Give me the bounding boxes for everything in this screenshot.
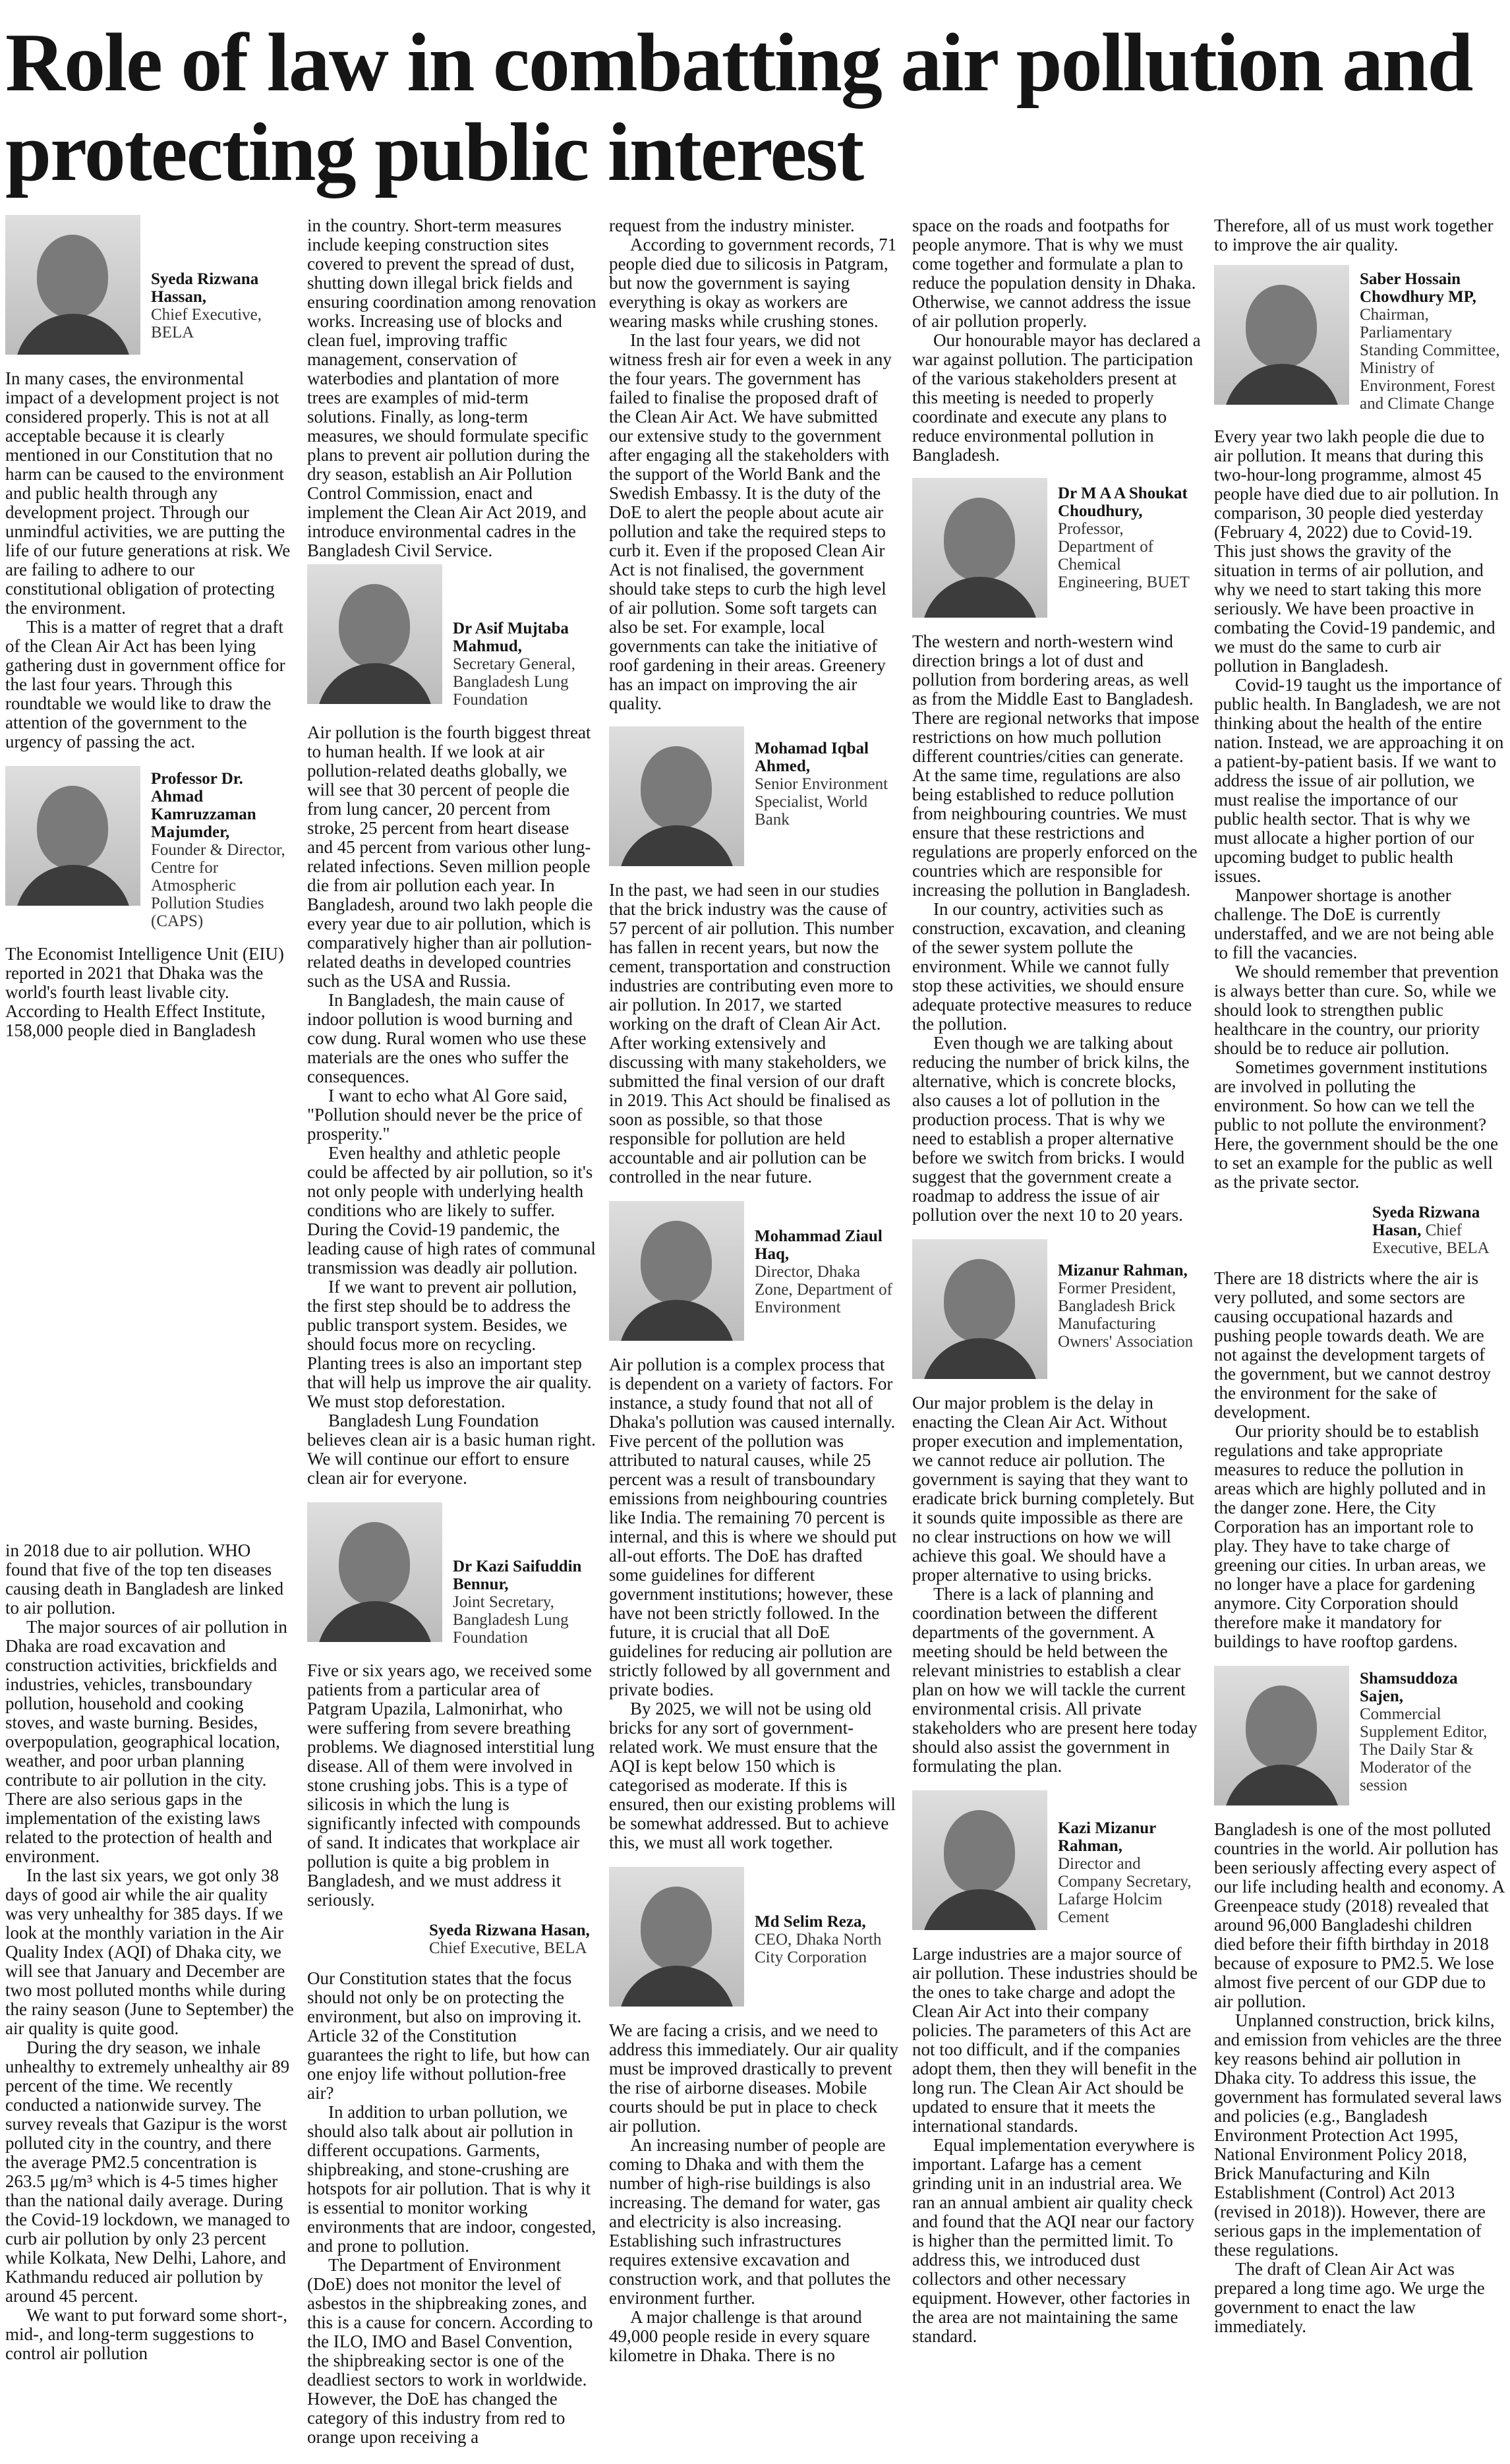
paragraph: We should remember that prevention is always better than cure. So, while we should look to strengthen public healthcare in the country, our priority should be to reduce air pollution. bbox=[1214, 962, 1499, 1058]
headline: Role of law in combatting air pollution and protecting public interest bbox=[5, 17, 1472, 198]
speaker-majumder bbox=[5, 766, 295, 930]
paragraph: Our Constitution states that the focus should not only be on protecting the environment, but also on improving it. Article 32 of the Constitution guarantees the right to life, but how can one enjoy life without pollution-free air? bbox=[307, 1968, 590, 2103]
speaker-title: Director and Company Secretary, Lafarge Holcim Cement bbox=[1058, 1855, 1192, 1926]
portrait-rizwana bbox=[5, 215, 140, 355]
portrait-sajen bbox=[1214, 1666, 1349, 1805]
speaker-name: Syeda Rizwana Hasan, bbox=[1372, 1204, 1480, 1239]
speaker-name: Md Selim Reza, bbox=[755, 1913, 866, 1931]
speaker-name: Dr M A A Shoukat Choudhury, bbox=[1058, 484, 1188, 520]
paragraph: Sometimes government institutions are involved in polluting the environment. So how can we tell the public to not pollute the environment? Here, the government should be the one to set an example for the public as well as the private sector. bbox=[1214, 1057, 1499, 1192]
portrait-mizanur bbox=[912, 1239, 1047, 1379]
speaker-title: Chairman, Parliamentary Standing Committee, Ministry of Environment, Forest and Climate Change bbox=[1360, 306, 1500, 413]
speaker-title: Professor, Department of Chemical Engineering, BUET bbox=[1058, 520, 1190, 591]
portrait-majumder bbox=[5, 766, 140, 906]
paragraph: Bangladesh Lung Foundation believes clean air is a basic human right. We will continue our effort to ensure clean air for everyone. bbox=[307, 1411, 596, 1488]
column-4 bbox=[912, 216, 1202, 2346]
speaker-title: CEO, Dhaka North City Corporation bbox=[755, 1931, 882, 1966]
paragraph: Therefore, all of us must work together to improve the air quality. bbox=[1214, 216, 1494, 254]
column-gap bbox=[5, 1040, 295, 1541]
paragraph: in 2018 due to air pollution. WHO found that five of the top ten diseases causing death in Bangladesh are linked to air pollution. bbox=[5, 1540, 284, 1618]
paragraph: There are 18 districts where the air is very polluted, and some sectors are causing occupational hazards and pushing people towards death. We are not against the development targets of the government, but we cannot destroy the environment for the sake of development. bbox=[1214, 1268, 1491, 1422]
speaker-caption bbox=[755, 1201, 899, 1341]
speaker-caption bbox=[755, 726, 899, 866]
paragraph: In our country, activities such as construction, excavation, and cleaning of the sewer system pollute the environment. While we cannot fully stop these activities, we should ensure adequate protective measures to reduce the pollution. bbox=[912, 899, 1192, 1034]
speaker-caption bbox=[1360, 265, 1504, 413]
paragraph: In many cases, the environmental impact of a development project is not considered properly. This is not at all acceptable because it is clearly mentioned in our Constitution that no harm can be caused to the environment and public health through any development project. Through our unmindful activities, we are putting the life of our future generations at risk. We are failing to adhere to our constitutional obligation of protecting the environment. bbox=[5, 368, 291, 618]
paragraph: Our priority should be to establish regulations and take appropriate measures to reduce the pollution in areas which are highly polluted and in the danger zone. Here, the City Corporation has an important role to play. They have to take charge of greening our cities. In urban areas, we no longer have a place for gardening anymore. City Corporation should therefore make it mandatory for buildings to have rooftop gardens. bbox=[1214, 1421, 1486, 1651]
paragraph: A major challenge is that around 49,000 people reside in every square kilometre in Dhaka. There is no bbox=[609, 2307, 870, 2365]
speaker-caption bbox=[453, 564, 597, 709]
speaker-title: Chief Executive, BELA bbox=[1372, 1221, 1490, 1257]
paragraph: Every year two lakh people die due to air pollution. It means that during this two-hour-long programme, almost 45 people have died due to air pollution. In comparison, 30 people died yesterday (February 4, 2022) due to Covid-19. This just shows the gravity of the situation in terms of air pollution, and why we need to start taking this more seriously. We have been proactive in combating the Covid-19 pandemic, and we must do the same to curb air pollution in Bangladesh. bbox=[1214, 426, 1499, 676]
portrait-saber bbox=[1214, 265, 1349, 405]
paragraph: We want to put forward some short-, mid-, and long-term suggestions to control air pollution bbox=[5, 2305, 287, 2363]
speaker-caption bbox=[1058, 1790, 1202, 1930]
speaker-name: Saber Hossain Chowdhury MP, bbox=[1360, 270, 1476, 306]
speaker-name: Kazi Mizanur Rahman, bbox=[1058, 1819, 1156, 1855]
speaker-shoukat bbox=[912, 478, 1202, 618]
paragraph: During the dry season, we inhale unhealthy to extremely unhealthy air 89 percent of the time. We recently conducted a nationwide survey. The survey reveals that Gazipur is the worst polluted city in the country, and there the average PM2.5 concentration is 263.5 μg/m³ which is 4-5 times higher than the national daily average. During the Covid-19 lockdown, we managed to curb air pollution by only 23 percent while Kolkata, New Delhi, Lahore, and Kathmandu reduced air pollution by around 45 percent. bbox=[5, 2038, 290, 2306]
column-1 bbox=[5, 211, 295, 2363]
speaker-title: Senior Environment Specialist, World Bank bbox=[755, 775, 888, 829]
paragraph: I want to echo what Al Gore said, "Pollution should never be the price of prosperity." bbox=[307, 1086, 583, 1144]
paragraph: Equal implementation everywhere is important. Lafarge has a cement grinding unit in an industrial area. We ran an annual ambient air quality check and found that the AQI near our factory is higher than the permitted limit. To address this, we introduced dust collectors and other necessary equipment. However, other factories in the area are not maintaining the same standard. bbox=[912, 2135, 1195, 2346]
paragraph: Five or six years ago, we received some patients from a particular area of Patgram Upazila, Lalmonirhat, who were suffering from severe breathing problems. We diagnosed interstitial lung disease. All of them were involved in stone crushing jobs. This is a type of silicosis in which the lung is significantly infected with compounds of sand. It indicates that workplace air pollution is quite a big problem in Bangladesh, and we must address it seriously. bbox=[307, 1660, 595, 1910]
paragraph: Air pollution is the fourth biggest threat to human health. If we look at air pollution-related deaths globally, we will see that 30 percent of people die from lung cancer, 20 percent from stroke, 25 percent from heart disease and 45 percent from various other lung-related infections. Seven million people die from air pollution each year. In Bangladesh, around two lakh people die every year due to air pollution, which is comparatively higher than air pollution-related deaths in developed countries such as the USA and Russia. bbox=[307, 722, 593, 991]
speaker-caption bbox=[453, 1502, 597, 1647]
paragraph: We are facing a crisis, and we need to address this immediately. Our air quality must be improved drastically to prevent the rise of airborne diseases. Mobile courts should be put in place to check air pollution. bbox=[609, 2020, 899, 2136]
speaker-name: Professor Dr. Ahmad Kamruzzaman Majumder, bbox=[151, 770, 256, 841]
speaker-name: Dr Asif Mujtaba Mahmud, bbox=[453, 620, 569, 655]
speaker-title: Commercial Supplement Editor, The Daily Star & Moderator of the session bbox=[1360, 1705, 1488, 1794]
speaker-kazimizanur bbox=[912, 1790, 1202, 1930]
portrait-iqbal bbox=[609, 726, 744, 866]
paragraph: In Bangladesh, the main cause of indoor pollution is wood burning and cow dung. Rural women who use these materials are the ones who suffer the consequences. bbox=[307, 990, 587, 1086]
column-3 bbox=[609, 216, 899, 2365]
speaker-selim bbox=[609, 1867, 899, 2007]
speaker-iqbal bbox=[609, 726, 899, 866]
paragraph: The western and north-western wind direction brings a lot of dust and pollution from bordering areas, as well as from the Middle East to Bangladesh. There are regional networks that impose restrictions on how much pollution different countries/cities can generate. At the same time, regulations are also being established to reduce pollution from neighbouring countries. We must ensure that these restrictions and regulations are properly enforced on the countries which are responsible for increasing the pollution in Bangladesh. bbox=[912, 631, 1200, 900]
speaker-caption bbox=[1360, 1666, 1504, 1805]
column-5 bbox=[1214, 216, 1504, 2336]
paragraph: An increasing number of people are coming to Dhaka and with them the number of high-rise buildings is also increasing. The demand for water, gas and electricity is also increasing. Establishing such infrastructures requires extensive excavation and construction work, and that pollutes the environment further. bbox=[609, 2135, 891, 2308]
paragraph: Covid-19 taught us the importance of public health. In Bangladesh, we are not thinking about the health of the entire nation. Instead, we are approaching it on a patient-by-patient basis. If we want to address the issue of air pollution, we must realise the importance of our public health sector. That is why we must allocate a higher portion of our upcoming budget to public health issues. bbox=[1214, 675, 1504, 886]
paragraph: in the country. Short-term measures include keeping construction sites covered to prevent the spread of dust, shutting down illegal brick fields and ensuring coordination among renovation works. Increasing use of blocks and clean fuel, improving traffic management, conservation of waterbodies and plantation of more trees are examples of mid-term solutions. Finally, as long-term measures, we should formulate specific plans to prevent air pollution during the dry season, establish an Air Pollution Control Commission, enact and implement the Clean Air Act 2019, and introduce environmental cadres in the Bangladesh Civil Service. bbox=[307, 216, 596, 560]
paragraph: In the last six years, we got only 38 days of good air while the air quality was very unhealthy for 385 days. If we look at the monthly variation in the Air Quality Index (AQI) of Dhaka city, we will see that January and December are two most polluted months while during the rainy season (June to September) the air quality is quite good. bbox=[5, 1865, 294, 2038]
paragraph: The draft of Clean Air Act was prepared a long time ago. We urge the government to enact the law immediately. bbox=[1214, 2259, 1485, 2336]
speaker-title: Secretary General, Bangladesh Lung Foundation bbox=[453, 655, 575, 709]
speaker-caption bbox=[151, 215, 295, 355]
speaker-title: Joint Secretary, Bangladesh Lung Foundation bbox=[453, 1593, 569, 1647]
paragraph: This is a matter of regret that a draft of the Clean Air Act has been lying gathering dust in government office for the last four years. Through this roundtable we would like to draw the attention of the government to the urgency of passing the act. bbox=[5, 617, 285, 751]
speaker-mizanur bbox=[912, 1239, 1202, 1379]
speaker-asif bbox=[307, 564, 597, 709]
speaker-sajen bbox=[1214, 1666, 1504, 1805]
paragraph: Even healthy and athletic people could be affected by air pollution, so it's not only people with underlying health conditions who are likely to suffer. During the Covid-19 pandemic, the leading cause of high rates of communal transmission was deadly air pollution. bbox=[307, 1143, 596, 1277]
speaker-name: Shamsuddoza Sajen, bbox=[1360, 1670, 1458, 1705]
speaker-name: Mohamad Iqbal Ahmed, bbox=[755, 740, 869, 775]
paragraph: Bangladesh is one of the most polluted countries in the world. Air pollution has been seriously affecting every aspect of our life including health and economy. A Greenpeace study (2018) revealed that around 96,000 Bangladeshi children died before their fifth birthday in 2018 because of exposure to PM2.5. We lose almost five percent of our GDP due to air pollution. bbox=[1214, 1819, 1504, 2011]
paragraph: There is a lack of planning and coordination between the different departments of the government. A meeting should be held between the relevant ministries to establish a clear plan on how we will tackle the current environmental crisis. All private stakeholders who are present here today should also assist the government in formulating the plan. bbox=[912, 1584, 1198, 1776]
speaker-rizwana bbox=[5, 215, 295, 355]
column-2 bbox=[307, 216, 597, 2447]
speaker-name: Dr Kazi Saifuddin Bennur, bbox=[453, 1558, 582, 1593]
paragraph: In addition to urban pollution, we should also talk about air pollution in different occupations. Garments, shipbreaking, and stone-crushing are hotspots for air pollution. That is why it is essential to monitor working environments that are indoor, congested, and prone to pollution. bbox=[307, 2102, 596, 2256]
speaker-name: Mohammad Ziaul Haq, bbox=[755, 1227, 883, 1263]
speaker-caption bbox=[1058, 1239, 1202, 1379]
speaker-name: Syeda Rizwana Hassan, bbox=[151, 270, 259, 306]
speaker-saber bbox=[1214, 265, 1504, 413]
paragraph: Manpower shortage is another challenge. The DoE is currently understaffed, and we are not being able to fill the vacancies. bbox=[1214, 885, 1494, 962]
signature-rizwana bbox=[1372, 1204, 1504, 1257]
portrait-bennur bbox=[307, 1502, 442, 1642]
speaker-caption bbox=[1058, 478, 1202, 618]
speaker-ziaul bbox=[609, 1201, 899, 1341]
signature-rizwana bbox=[429, 1921, 597, 1957]
paragraph: Air pollution is a complex process that is dependent on a variety of factors. For instance, a study found that not all of Dhaka's pollution was caused internally. Five percent of the pollution was attributed to natural causes, while 25 percent was a result of transboundary emissions from neighbouring countries like India. The remaining 70 percent is internal, and this is where we should put all-out efforts. The DoE has drafted some guidelines for different government institutions; however, these have not been strictly followed. In the future, it is crucial that all DoE guidelines for reducing air pollution are strictly followed by all government and private bodies. bbox=[609, 1355, 897, 1699]
speaker-title: Director, Dhaka Zone, Department of Environment bbox=[755, 1263, 892, 1316]
paragraph: space on the roads and footpaths for people anymore. That is why we must come together and formulate a plan to reduce the population density in Dhaka. Otherwise, we cannot address the issue of air pollution properly. bbox=[912, 216, 1196, 331]
paragraph: Our honourable mayor has declared a war against pollution. The participation of the various stakeholders present at this meeting is needed to properly coordinate and execute any plans to reduce environmental pollution in Bangladesh. bbox=[912, 330, 1201, 465]
paragraph: In the last four years, we did not witness fresh air for even a week in any the four years. The government has failed to finalise the proposed draft of the Clean Air Act. We have submitted our extensive study to the government after engaging all the stakeholders with the support of the World Bank and the Swedish Embassy. It is the duty of the DoE to alert the people about acute air pollution and take the required steps to curb it. Even if the proposed Clean Air Act is not finalised, the government should take steps to curb the high level of air pollution. Some soft targets can also be set. For example, local governments can take the initiative of roof gardening in their areas. Greenery has an impact on improving the air quality. bbox=[609, 330, 892, 713]
speaker-title: Founder & Director, Centre for Atmospheric Pollution Studies (CAPS) bbox=[151, 841, 285, 930]
paragraph: request from the industry minister. bbox=[609, 216, 855, 235]
paragraph: In the past, we had seen in our studies that the brick industry was the cause of 57 percent of air pollution. This number has fallen in recent years, but now the cement, transportation and construction industries are contributing even more to air pollution. In 2017, we started working on the draft of Clean Air Act. After working extensively and discussing with many stakeholders, we submitted the final version of our draft in 2019. This Act should be finalised as soon as possible, so that those responsible for pollution are held accountable and air pollution can be controlled in the near future. bbox=[609, 880, 894, 1187]
paragraph: The Department of Environment (DoE) does not monitor the level of asbestos in the shipbreaking zones, and this is a cause for concern. According to the ILO, IMO and Basel Convention, the shipbreaking sector is one of the deadliest sectors to work in worldwide. However, the DoE has changed the category of this industry from red to orange upon receiving a bbox=[307, 2255, 593, 2447]
portrait-ziaul bbox=[609, 1201, 744, 1341]
speaker-name: Syeda Rizwana Hasan, bbox=[429, 1921, 590, 1939]
speaker-title: Chief Executive, BELA bbox=[151, 306, 262, 341]
portrait-selim bbox=[609, 1867, 744, 2007]
speaker-caption bbox=[755, 1867, 899, 2007]
speaker-caption bbox=[151, 766, 295, 930]
paragraph: The Economist Intelligence Unit (EIU) reported in 2021 that Dhaka was the world's fourth least livable city. According to Health Effect Institute, 158,000 people died in Bangladesh bbox=[5, 944, 284, 1040]
paragraph: If we want to prevent air pollution, the first step should be to address the public transport system. Besides, we should focus more on recycling. Planting trees is also an important step that will help us improve the air quality. We must stop deforestation. bbox=[307, 1277, 592, 1411]
portrait-asif bbox=[307, 564, 442, 704]
paragraph: Large industries are a major source of air pollution. These industries should be the ones to take charge and adopt the Clean Air Act into their company policies. The parameters of this Act are not too difficult, and if the companies adopt them, then they will benefit in the long run. The Clean Air Act should be updated to ensure that it meets the international standards. bbox=[912, 1944, 1198, 2136]
speaker-bennur bbox=[307, 1502, 597, 1647]
paragraph: Our major problem is the delay in enacting the Clean Air Act. Without proper execution and implementation, we cannot reduce air pollution. The government is saying that they want to eradicate brick burning completely. But it sounds quite impossible as there are no clear instructions on how we will achieve this goal. We should have a proper alternative to using bricks. bbox=[912, 1393, 1194, 1585]
portrait-shoukat bbox=[912, 478, 1047, 618]
speaker-title: Chief Executive, BELA bbox=[429, 1939, 587, 1957]
paragraph: According to government records, 71 people died due to silicosis in Patgram, but now the government is saying everything is okay as workers are wearing masks while crushing stones. bbox=[609, 235, 897, 331]
paragraph: The major sources of air pollution in Dhaka are road excavation and construction activities, brickfields and industries, vehicles, transboundary pollution, household and cooking stoves, and waste burning. Besides, overpopulation, geographical location, weather, and poor urban planning contribute to air pollution in the city. There are also serious gaps in the implementation of the existing laws related to the protection of health and environment. bbox=[5, 1617, 287, 1866]
paragraph: Even though we are talking about reducing the number of brick kilns, the alternative, which is concrete blocks, also causes a lot of pollution in the production process. That is why we need to establish a proper alternative before we switch from bricks. I would suggest that the government create a roadmap to address the issue of air pollution over the next 10 to 20 years. bbox=[912, 1033, 1190, 1225]
portrait-kazimizanur bbox=[912, 1790, 1047, 1930]
speaker-title: Former President, Bangladesh Brick Manufacturing Owners' Association bbox=[1058, 1279, 1194, 1351]
speaker-name: Mizanur Rahman, bbox=[1058, 1262, 1188, 1279]
paragraph: By 2025, we will not be using old bricks for any sort of government-related work. We must ensure that the AQI is kept below 150 which is categorised as moderate. If this is ensured, then our existing problems will be somewhat addressed. But to achieve this, we must all work together. bbox=[609, 1699, 896, 1852]
paragraph: Unplanned construction, brick kilns, and emission from vehicles are the three key reasons behind air pollution in Dhaka city. To address this issue, the government has formulated several laws and policies (e.g., Bangladesh Environment Protection Act 1995, National Environment Policy 2018, Brick Manufacturing and Kiln Establishment (Control) Act 2013 (revised in 2018)). However, there are serious gaps in the implementation of these regulations. bbox=[1214, 2010, 1502, 2260]
